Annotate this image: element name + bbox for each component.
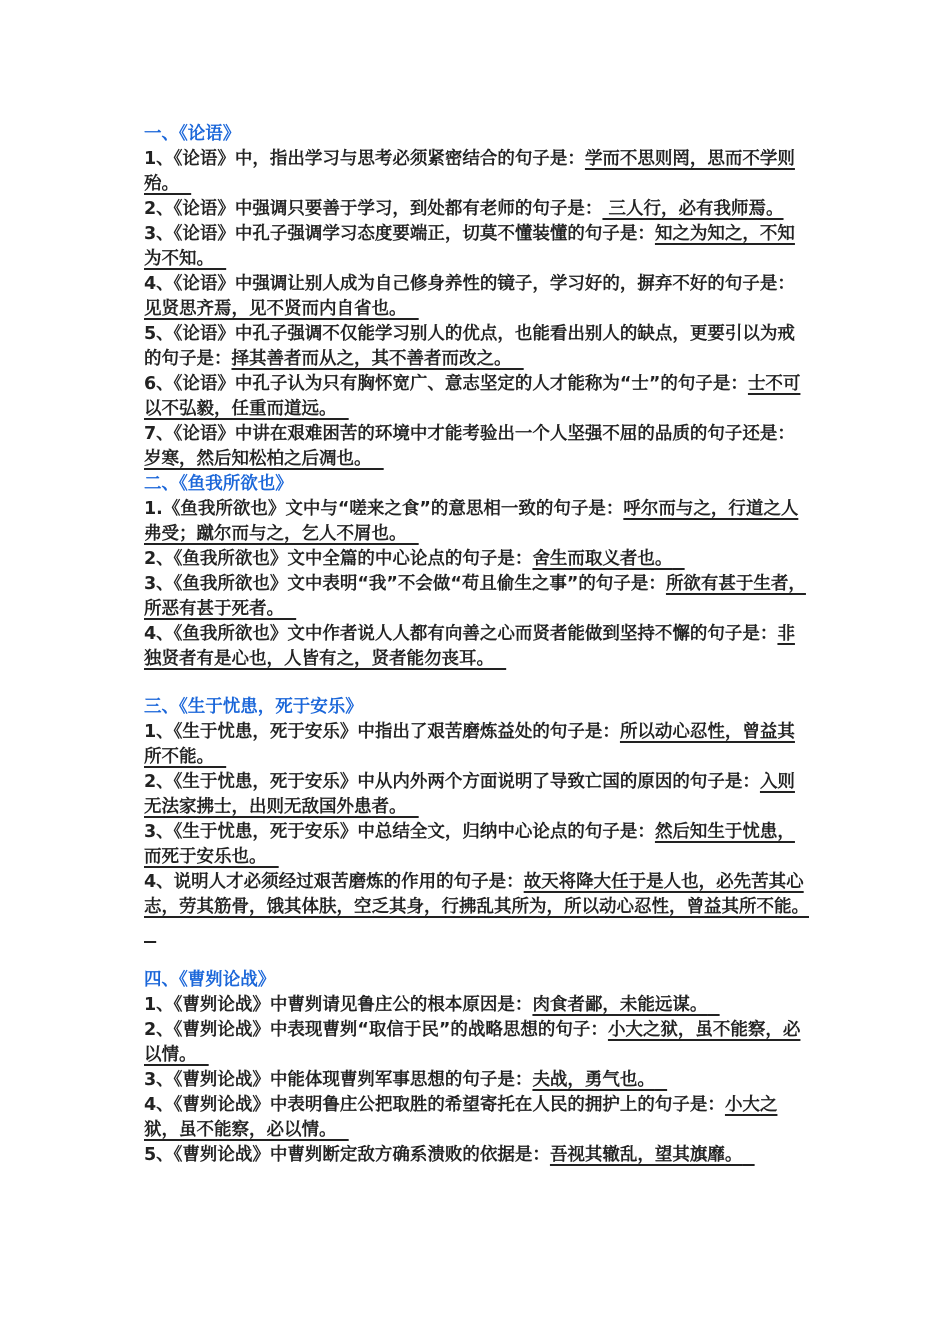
answer-text: 所以动心忍性，曾益其所不能。 (144, 722, 795, 767)
question-item (144, 720, 810, 770)
question-text: 1、《论语》中，指出学习与思考必须紧密结合的句子是： (144, 149, 585, 169)
answer-blank (407, 299, 419, 319)
answer-blank (707, 995, 719, 1015)
question-item (144, 147, 810, 197)
section-lunyu (144, 122, 810, 472)
question-item (144, 272, 810, 322)
question-item (144, 770, 810, 820)
question-text: 6、《论语》中孔子认为只有胸怀宽广、意志坚定的人才能称为“士”的句子是： (144, 374, 748, 394)
question-item (144, 322, 810, 372)
question-text: 2、《生于忧患，死于安乐》中从内外两个方面说明了导致亡国的原因的句子是： (144, 772, 760, 792)
answer-text: 知之为知之，不知为不知。 (144, 224, 795, 269)
answer-text: 然后知生于忧患，而死于安乐也。 (144, 822, 795, 867)
question-item (144, 1093, 810, 1143)
answer-blank (407, 797, 419, 817)
answer-text: 择其善者而从之，其不善者而改之。 (231, 349, 512, 369)
answer-blank (267, 847, 279, 867)
answer-text: 见贤思齐焉，见不贤而内自省也。 (144, 299, 407, 319)
answer-blank (144, 922, 156, 942)
section-shengyuyouhuan (144, 695, 810, 945)
answer-blank (407, 524, 419, 544)
answer-text: 非独贤者有是心也，人皆有之，贤者能勿丧耳。 (144, 624, 795, 669)
answer-blank (284, 599, 296, 619)
question-item (144, 1018, 810, 1068)
answer-text: 所欲有甚于生者，所恶有甚于死者。 (144, 574, 806, 619)
question-item (144, 222, 810, 272)
question-text: 5、《论语》中孔子强调不仅能学习别人的优点，也能看出别人的缺点，更要引以为戒的句子是： (144, 324, 795, 369)
question-text: 3、《鱼我所欲也》文中表明“我”不会做“苟且偷生之事”的句子是： (144, 574, 666, 594)
question-text: 2、《鱼我所欲也》文中全篇的中心论点的句子是： (144, 549, 533, 569)
question-text: 3、《论语》中孔子强调学习态度要端正，切莫不懂装懂的句子是： (144, 224, 655, 244)
answer-blank (655, 1070, 667, 1090)
question-item (144, 1068, 810, 1093)
question-text: 7、《论语》中讲在艰难困苦的环境中才能考验出一个人坚强不屈的品质的句子还是： (144, 424, 795, 444)
answer-text: 学而不思则罔，思而不学则殆。 (144, 149, 795, 194)
question-text: 1、《生于忧患，死于安乐》中指出了艰苦磨炼益处的句子是： (144, 722, 620, 742)
answer-blank (197, 1045, 209, 1065)
question-item (144, 993, 810, 1018)
answer-blank (372, 449, 384, 469)
question-item (144, 870, 810, 945)
question-item (144, 1143, 810, 1168)
section-yuwosuoyuye (144, 472, 810, 672)
section-caoguilunzhan (144, 968, 810, 1168)
question-item (144, 572, 810, 622)
answer-text: 岁寒，然后知松柏之后凋也。 (144, 449, 372, 469)
question-item (144, 422, 810, 472)
question-text: 4、《鱼我所欲也》文中作者说人人都有向善之心而贤者能做到坚持不懈的句子是： (144, 624, 778, 644)
question-item (144, 497, 810, 547)
question-text: 3、《生于忧患，死于安乐》中总结全文，归纳中心论点的句子是： (144, 822, 655, 842)
answer-text: 呼尔而与之，行道之人弗受；蹴尔而与之，乞人不屑也。 (144, 499, 799, 544)
answer-blank (214, 249, 226, 269)
question-text: 1、《曹刿论战》中曹刿请见鲁庄公的根本原因是： (144, 995, 533, 1015)
section-heading: 一、《论语》 (144, 124, 241, 144)
answer-text: 小大之狱，虽不能察，必以情。 (144, 1095, 778, 1140)
answer-blank (179, 174, 191, 194)
answer-text: 肉食者鄙，未能远谋。 (532, 995, 708, 1015)
answer-blank (494, 649, 506, 669)
question-text: 4、说明人才必须经过艰苦磨炼的作用的句子是： (144, 872, 524, 892)
answer-text: 小大之狱，虽不能察，必以情。 (144, 1020, 801, 1065)
question-item (144, 820, 810, 870)
question-item (144, 197, 810, 222)
section-heading: 四、《曹刿论战》 (144, 970, 276, 990)
question-item (144, 547, 810, 572)
question-text: 4、《论语》中强调让别人成为自己修身养性的镜子，学习好的，摒弃不好的句子是： (144, 274, 795, 294)
question-text: 1.《鱼我所欲也》文中与“嗟来之食”的意思相一致的句子是： (144, 499, 624, 519)
answer-text: 士不可以不弘毅，任重而道远。 (144, 374, 801, 419)
answer-text: 夫战，勇气也。 (532, 1070, 655, 1090)
question-text: 5、《曹刿论战》中曹刿断定敌方确系溃败的依据是： (144, 1145, 550, 1165)
question-text: 2、《曹刿论战》中表现曹刿“取信于民”的战略思想的句子： (144, 1020, 608, 1040)
answer-blank (337, 1120, 349, 1140)
answer-text: 三人行，必有我师焉。 (602, 199, 784, 219)
section-heading: 三、《生于忧患，死于安乐》 (144, 697, 363, 717)
question-text: 4、《曹刿论战》中表明鲁庄公把取胜的希望寄托在人民的拥护上的句子是： (144, 1095, 725, 1115)
answer-blank (337, 399, 349, 419)
question-text: 3、《曹刿论战》中能体现曹刿军事思想的句子是： (144, 1070, 533, 1090)
answer-blank (742, 1145, 754, 1165)
answer-text: 舍生而取义者也。 (532, 549, 673, 569)
question-item (144, 372, 810, 422)
section-heading: 二、《鱼我所欲也》 (144, 474, 293, 494)
answer-blank (512, 349, 524, 369)
question-item (144, 622, 810, 672)
answer-text: 吾视其辙乱，望其旗靡。 (549, 1145, 743, 1165)
question-text: 2、《论语》中强调只要善于学习，到处都有老师的句子是： (144, 199, 603, 219)
answer-text: 入则无法家拂士，出则无敌国外患者。 (144, 772, 795, 817)
answer-text: 故天将降大任于是人也，必先苦其心志，劳其筋骨，饿其体肤，空乏其身，行拂乱其所为，所以动心忍性，曾益其所不能。 (144, 872, 809, 917)
answer-blank (672, 549, 684, 569)
answer-blank (214, 747, 226, 767)
